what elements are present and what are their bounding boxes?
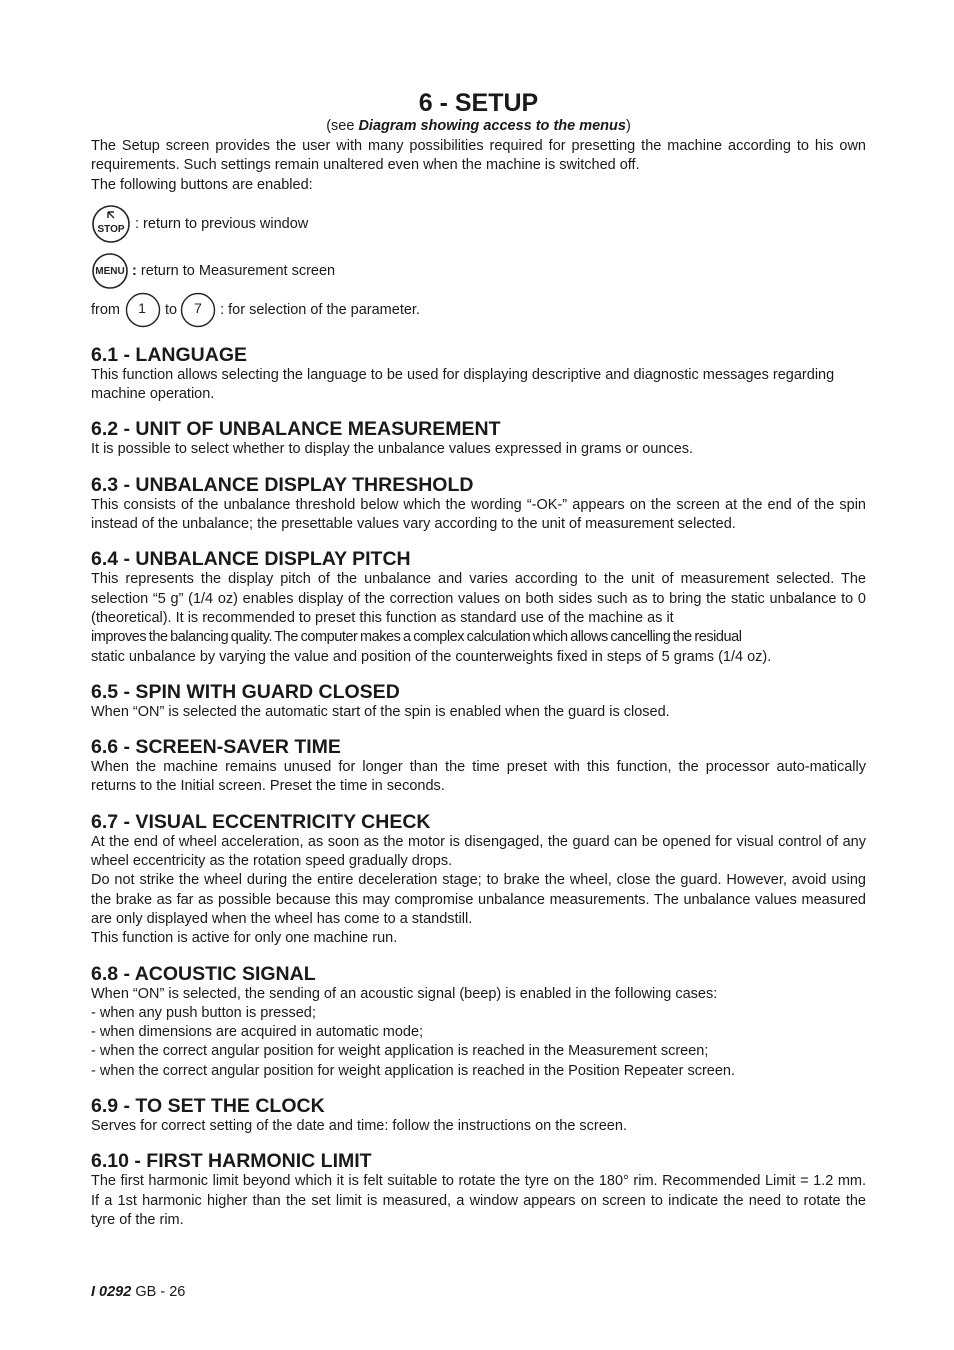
menu-description: return to Measurement screen — [136, 262, 336, 279]
section-paragraph: At the end of wheel acceleration, as soon as the motor is disengaged, the guard can be opened for visual control of any wheel eccentricity as the rotation speed gradually drops. — [91, 833, 866, 870]
section-paragraph: It is possible to select whether to display the unbalance values expressed in grams or ounces. — [91, 441, 694, 458]
subtitle-pre: (see — [326, 118, 359, 134]
menu-button-row — [91, 252, 866, 290]
section-spin-guard-closed — [91, 681, 866, 722]
list-item: - when any push button is pressed; — [91, 1004, 316, 1021]
stop-return-icon — [91, 204, 131, 244]
section-display-pitch — [91, 548, 866, 666]
range-description: : for selection of the parameter. — [220, 301, 420, 318]
section-heading: 6.10 - FIRST HARMONIC LIMIT — [91, 1150, 372, 1173]
section-heading: 6.2 - UNIT OF UNBALANCE MEASUREMENT — [91, 418, 501, 441]
section-heading: 6.1 - LANGUAGE — [91, 343, 248, 366]
subtitle-link-text: Diagram showing access to the menus — [358, 118, 626, 134]
section-heading: 6.8 - ACOUSTIC SIGNAL — [91, 962, 316, 985]
to-label: to — [165, 301, 178, 318]
section-paragraph: Serves for correct setting of the date and time: follow the instructions on the screen. — [91, 1118, 627, 1135]
page-footer — [91, 1284, 185, 1300]
section-heading: 6.5 - SPIN WITH GUARD CLOSED — [91, 680, 400, 703]
section-paragraph: improves the balancing quality. The computer makes a complex calculation which allows cancelling the residual — [91, 629, 742, 646]
subtitle-post: ) — [625, 118, 631, 134]
stop-description: : return to previous window — [135, 215, 309, 232]
key-1-label: 1 — [138, 299, 146, 316]
key-range-row — [91, 292, 866, 328]
page-number: GB - 26 — [131, 1284, 186, 1300]
section-set-clock — [91, 1095, 866, 1136]
section-paragraph: When the machine remains unused for longer than the time preset with this function, the processor auto-matically returns to the Initial screen. Preset the time in seconds. — [91, 759, 866, 795]
section-paragraph: This consists of the unbalance threshold below which the wording “-OK-” appears on the screen at the end of the spin instead of the unbalance; the presettable values vary according to the unit of measurement selected. — [91, 496, 866, 533]
menu-label: MENU — [95, 265, 125, 277]
list-item: - when dimensions are acquired in automatic mode; — [91, 1024, 424, 1041]
subtitle — [91, 118, 866, 135]
section-paragraph: When “ON” is selected, the sending of an acoustic signal (beep) is enabled in the following cases: — [91, 985, 718, 1002]
key-1-icon — [125, 292, 161, 328]
section-display-threshold — [91, 474, 866, 535]
stop-button-row — [91, 204, 866, 244]
menu-colon: : — [132, 262, 137, 279]
key-7-icon — [180, 292, 216, 328]
intro-paragraph: The Setup screen provides the user with many possibilities required for presetting the machine according to his own requirements. Such settings remain unaltered even when the machine is switched off. — [91, 138, 866, 174]
intro-buttons-line: The following buttons are enabled: — [91, 176, 313, 193]
section-screen-saver-time — [91, 736, 866, 797]
section-paragraph: Do not strike the wheel during the entire deceleration stage; to brake the wheel, close the guard. However, avoid using the brake as far as possible because this may compromise unbalance measurements. The unbalance values measured are only displayed when the wheel has come to a standstill. — [91, 872, 866, 927]
section-paragraph: This function is active for only one machine run. — [91, 930, 398, 947]
section-heading: 6.6 - SCREEN-SAVER TIME — [91, 736, 341, 759]
section-language — [91, 344, 866, 405]
section-paragraph: The first harmonic limit beyond which it is felt suitable to rotate the tyre on the 180° rim. Recommended Limit = 1.2 mm. If a 1st harmonic higher than the set limit is measured, a window appears on screen to indicate the need to rotate the tyre of the rim. — [91, 1173, 866, 1228]
section-paragraph: This function allows selecting the language to be used for displaying descriptive and diagnostic messages regarding machine operation. — [91, 366, 835, 403]
key-7-label: 7 — [194, 299, 202, 316]
section-unit-of-measurement — [91, 418, 866, 459]
section-acoustic-signal — [91, 963, 866, 1081]
section-heading: 6.3 - UNBALANCE DISPLAY THRESHOLD — [91, 473, 474, 496]
section-paragraph: This represents the display pitch of the unbalance and varies according to the unit of measurement selected. The selection “5 g” (1/4 oz) enables display of the correction values on both sides such as to bring the static unbalance to 0 (theoretical). It is recommended to preset this function as standard use of the machine as it — [91, 571, 866, 626]
section-heading: 6.7 - VISUAL ECCENTRICITY CHECK — [91, 810, 431, 833]
stop-label: STOP — [97, 223, 125, 235]
from-label: from — [91, 301, 120, 318]
section-heading: 6.9 - TO SET THE CLOCK — [91, 1095, 325, 1118]
page-content — [91, 88, 866, 1230]
section-paragraph: When “ON” is selected the automatic start of the spin is enabled when the guard is closed. — [91, 703, 670, 720]
section-paragraph: static unbalance by varying the value and position of the counterweights fixed in steps of 5 grams (1/4 oz). — [91, 648, 772, 665]
section-heading: 6.4 - UNBALANCE DISPLAY PITCH — [91, 548, 411, 571]
menu-icon — [91, 252, 129, 290]
list-item: - when the correct angular position for weight application is reached in the Measurement screen; — [91, 1043, 709, 1060]
list-item: - when the correct angular position for weight application is reached in the Position Repeater screen. — [91, 1062, 736, 1079]
section-first-harmonic-limit — [91, 1150, 866, 1230]
page-title: 6 - SETUP — [418, 89, 539, 117]
document-code: I 0292 — [91, 1284, 132, 1300]
section-visual-eccentricity — [91, 811, 866, 949]
